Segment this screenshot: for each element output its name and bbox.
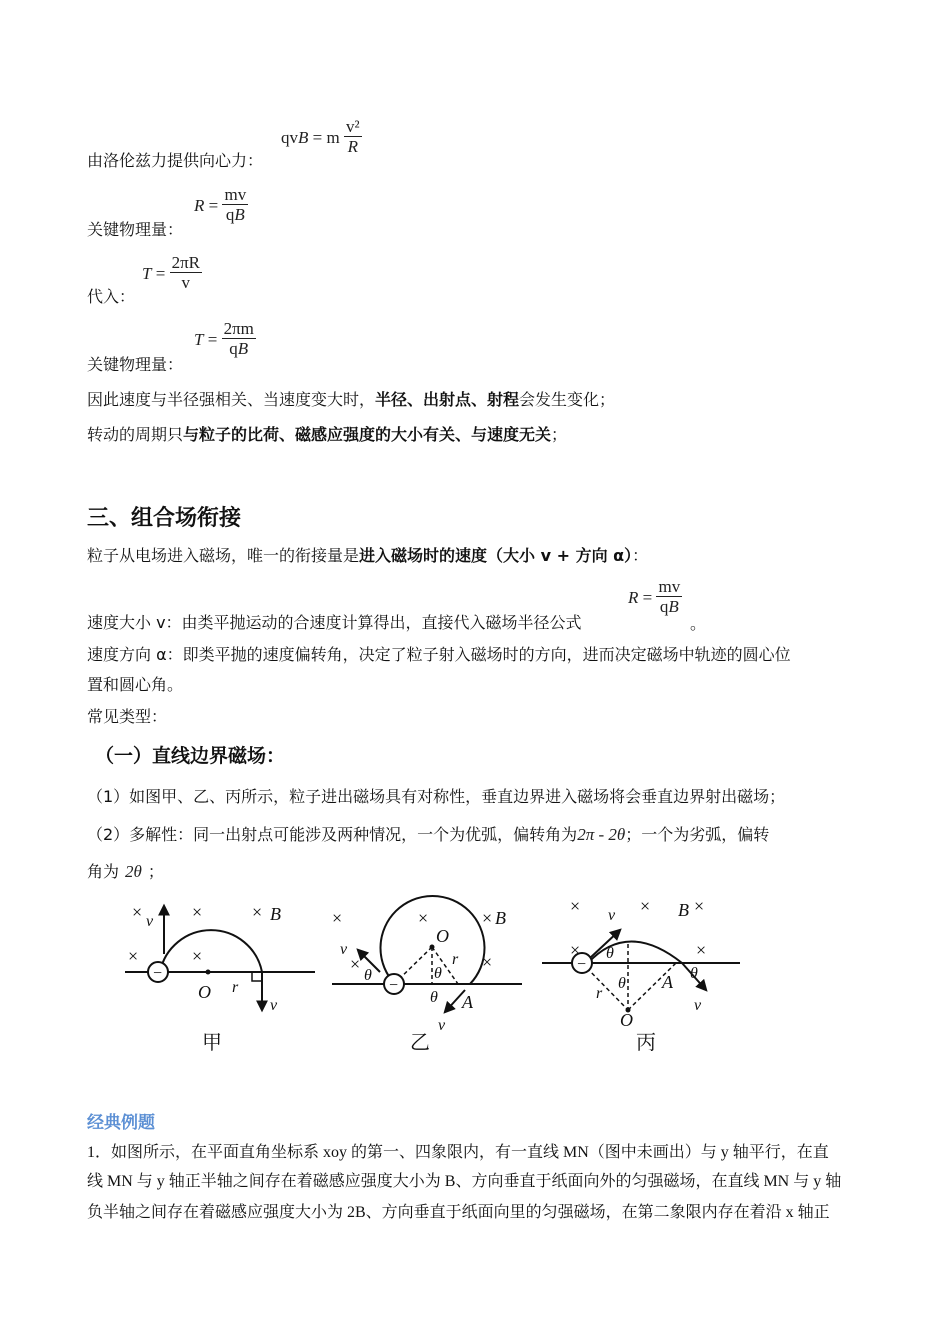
example-text-line2: 线 MN 与 y 轴正半轴之间存在着磁感应强度大小为 B、方向垂直于纸面向外的匀强磁场，在直线 MN 与 y 轴 bbox=[87, 1173, 842, 1190]
formula-label-lorentz: 由洛伦兹力提供向心力： bbox=[87, 151, 264, 170]
field-cross: × bbox=[132, 902, 143, 922]
velocity-label: v bbox=[608, 907, 616, 924]
angle-label: θ bbox=[364, 967, 372, 984]
field-cross: × bbox=[570, 940, 581, 960]
formula-period: T = $\frac{2\pi m}{qB}$ bbox=[194, 319, 254, 358]
paragraph-speed-direction-line2: 置和圆心角。 bbox=[87, 675, 184, 694]
field-cross: × bbox=[350, 954, 361, 974]
velocity-label: v bbox=[146, 913, 154, 930]
paragraph-speed-radius: 因此速度与半径强相关、当速度变大时，半径、出射点、射程会发生变化； bbox=[87, 390, 616, 409]
field-cross: × bbox=[192, 902, 203, 922]
field-label-B: B bbox=[270, 904, 281, 924]
common-types-label: 常见类型： bbox=[87, 707, 168, 726]
angle-label: θ bbox=[606, 945, 614, 962]
exit-point-label: A bbox=[662, 972, 673, 992]
angle-label: θ bbox=[434, 965, 442, 982]
field-cross: × bbox=[570, 896, 581, 916]
radius-label: r bbox=[232, 979, 239, 996]
field-cross: × bbox=[694, 896, 705, 916]
field-cross: × bbox=[696, 940, 707, 960]
formula-label-substitute: 代入： bbox=[87, 287, 136, 306]
velocity-label: v bbox=[438, 1017, 446, 1034]
formula-label-key-quantity-1: 关键物理量： bbox=[87, 220, 184, 239]
formula-lorentz-centripetal: qvB = m $\frac{\text{v²}}{R}$ bbox=[281, 117, 360, 156]
field-cross: × bbox=[640, 896, 651, 916]
field-cross: × bbox=[128, 946, 139, 966]
velocity-label: v bbox=[340, 941, 348, 958]
field-label-B: B bbox=[678, 900, 689, 920]
field-cross: × bbox=[252, 902, 263, 922]
field-cross: × bbox=[418, 908, 429, 928]
example-text-line3: 负半轴之间存在着磁感应强度大小为 2B、方向垂直于纸面向里的匀强磁场，在第二象限内存在着沿 x 轴正 bbox=[87, 1204, 830, 1221]
center-label-O: O bbox=[436, 926, 449, 946]
field-label-B: B bbox=[495, 908, 506, 928]
center-label-O: O bbox=[198, 982, 211, 1002]
list-item-symmetry: （1）如图甲、乙、丙所示，粒子进出磁场具有对称性，垂直边界进入磁场将会垂直边界射出磁场； bbox=[87, 787, 786, 806]
list-item-multiple-solutions-line1: （2）多解性：同一出射点可能涉及两种情况，一个为优弧，偏转角为2π - 2θ；一个为劣弧，偏转 bbox=[87, 825, 770, 844]
paragraph-speed-magnitude: 速度大小 v：由类平抛运动的合速度计算得出，直接代入磁场半径公式 bbox=[87, 613, 582, 632]
list-item-multiple-solutions-line2: 角为 2θ ； bbox=[87, 862, 164, 881]
angle-label: θ bbox=[690, 965, 698, 982]
subsection-title-straight-boundary: （一）直线边界磁场： bbox=[95, 745, 286, 767]
formula-label-key-quantity-2: 关键物理量： bbox=[87, 355, 184, 374]
period-mark: 。 bbox=[690, 614, 707, 633]
figure-panel-bing bbox=[542, 896, 740, 1054]
velocity-label: v bbox=[694, 997, 702, 1014]
field-cross: × bbox=[332, 908, 343, 928]
field-cross: × bbox=[482, 908, 493, 928]
caption-yi: 乙 bbox=[410, 1030, 430, 1054]
radius-label: r bbox=[452, 951, 459, 968]
formula-radius: R = $\frac{mv}{qB}$ bbox=[194, 185, 247, 224]
section-title-combined-fields: 三、组合场衔接 bbox=[87, 506, 242, 531]
negative-charge-symbol: − bbox=[153, 965, 163, 982]
formula-period-radius: T = $\frac{2\pi R}{v}$ bbox=[142, 253, 200, 292]
paragraph-speed-direction-line1: 速度方向 α：即类平抛的速度偏转角，决定了粒子射入磁场时的方向，进而决定磁场中轨迹的圆心位 bbox=[87, 645, 791, 664]
formula-radius-inline: R = $\frac{mv}{qB}$ bbox=[628, 577, 681, 616]
boundary-magnetic-field-figure bbox=[110, 892, 770, 1064]
paragraph-period: 转动的周期只与粒子的比荷、磁感应强度的大小有关、与速度无关； bbox=[87, 425, 568, 444]
caption-jia: 甲 bbox=[202, 1030, 222, 1054]
velocity-label: v bbox=[270, 997, 278, 1014]
radius-label: r bbox=[596, 985, 603, 1002]
figure-panel-yi bbox=[332, 896, 522, 1054]
negative-charge-symbol: − bbox=[389, 977, 399, 994]
exit-point-label: A bbox=[462, 992, 473, 1012]
center-label-O: O bbox=[620, 1010, 633, 1030]
negative-charge-symbol: − bbox=[577, 956, 587, 973]
caption-bing: 丙 bbox=[636, 1030, 656, 1054]
example-text-line1: 1．如图所示，在平面直角坐标系 xoy 的第一、四象限内，有一直线 MN（图中未画出）与 y 轴平行，在直 bbox=[87, 1144, 829, 1161]
field-cross: × bbox=[192, 946, 203, 966]
angle-label: θ bbox=[430, 989, 438, 1006]
figure-panel-jia bbox=[125, 902, 315, 1054]
angle-label: θ bbox=[618, 975, 626, 992]
example-heading: 经典例题 bbox=[87, 1113, 155, 1133]
paragraph-connection: 粒子从电场进入磁场，唯一的衔接量是进入磁场时的速度（大小 v + 方向 α）： bbox=[87, 546, 649, 565]
field-cross: × bbox=[482, 952, 493, 972]
